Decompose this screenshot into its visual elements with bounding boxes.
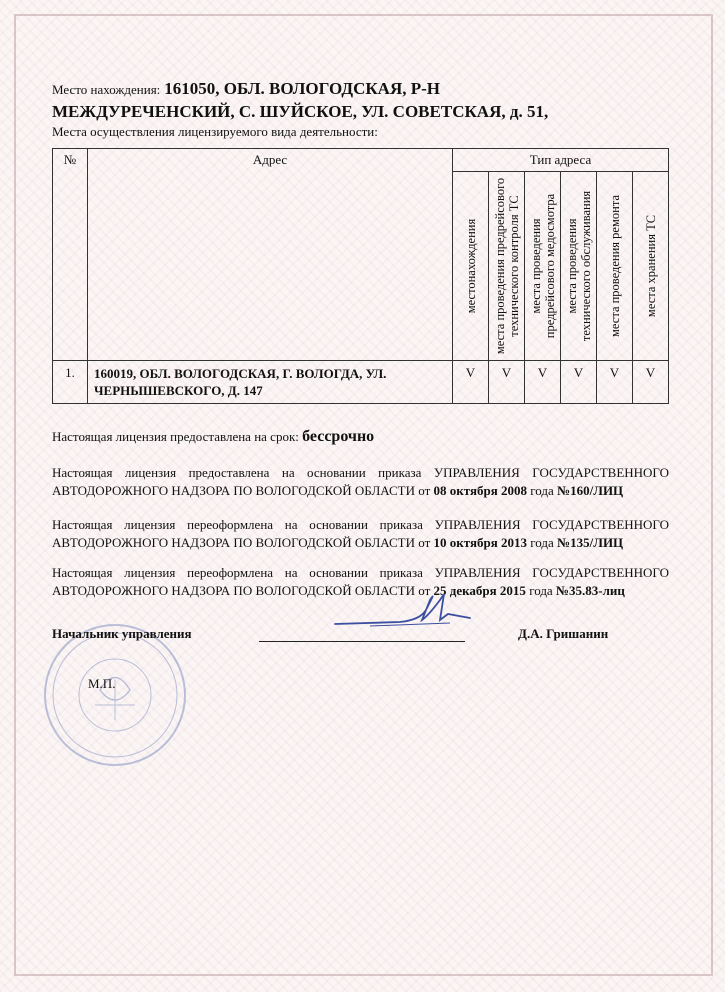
basis-number: №35.83-лиц [555, 583, 625, 598]
basis-paragraph: Настоящая лицензия переоформлена на основании приказа УПРАВЛЕНИЯ ГОСУДАРСТВЕННОГО АВТОДОРОЖНОГО НАДЗОРА ПО ВОЛОГОДСКОЙ ОБЛАСТИ от 25 декабря 2015 года №35.83-лиц [52, 565, 669, 598]
row-mark: V [453, 361, 489, 404]
row-mark: V [525, 361, 561, 404]
basis-number: №160/ЛИЦ [557, 483, 624, 498]
location-label: Место нахождения: [52, 82, 161, 97]
type-header: места проведения предрейсового технического контроля ТС [489, 172, 525, 361]
col-num-header: № [53, 149, 88, 361]
places-label: Места осуществления лицензируемого вида деятельности: [52, 124, 378, 139]
location-value-line1: 161050, ОБЛ. ВОЛОГОДСКАЯ, Р-Н [164, 79, 440, 98]
basis-paragraph: Настоящая лицензия предоставлена на основании приказа УПРАВЛЕНИЯ ГОСУДАРСТВЕННОГО АВТОДОРОЖНОГО НАДЗОРА ПО ВОЛОГОДСКОЙ ОБЛАСТИ от 08 октября 2008 года №160/ЛИЦ [52, 465, 669, 498]
signatory-title: Начальник управления [52, 626, 192, 641]
seal-label: М.П. [88, 676, 116, 691]
type-header: места проведения технического обслуживания [561, 172, 597, 361]
signatory-name: Д.А. Гришанин [518, 626, 609, 641]
type-header: места проведения предрейсового медосмотра [525, 172, 561, 361]
row-mark: V [597, 361, 633, 404]
type-header: местонахождения [453, 172, 489, 361]
signature-row [52, 624, 669, 654]
row-mark: V [633, 361, 669, 404]
basis-date: 25 декабря 2015 [433, 583, 526, 598]
type-header: места проведения ремонта [597, 172, 633, 361]
row-mark: V [561, 361, 597, 404]
basis-date: 10 октября 2013 [433, 535, 528, 550]
term-label: Настоящая лицензия предоставлена на срок: [52, 429, 299, 444]
location-block [52, 78, 672, 141]
type-header: места хранения ТС [633, 172, 669, 361]
table-row [53, 361, 669, 404]
row-mark: V [489, 361, 525, 404]
term-value: бессрочно [302, 428, 375, 445]
basis-paragraph: Настоящая лицензия переоформлена на основании приказа УПРАВЛЕНИЯ ГОСУДАРСТВЕННОГО АВТОДОРОЖНОГО НАДЗОРА ПО ВОЛОГОДСКОЙ ОБЛАСТИ от 10 октября 2013 года №135/ЛИЦ [52, 517, 669, 550]
term-line [52, 428, 669, 446]
location-value-line2: МЕЖДУРЕЧЕНСКИЙ, С. ШУЙСКОЕ, УЛ. СОВЕТСКАЯ, д. 51, [52, 102, 549, 121]
col-type-header: Тип адреса [453, 149, 669, 172]
signature-line [259, 641, 465, 642]
places-table [52, 148, 669, 404]
basis-number: №135/ЛИЦ [557, 535, 624, 550]
row-address: 160019, ОБЛ. ВОЛОГОДСКАЯ, Г. ВОЛОГДА, УЛ. ЧЕРНЫШЕВСКОГО, Д. 147 [88, 361, 453, 404]
col-address-header: Адрес [88, 149, 453, 361]
row-number: 1. [53, 361, 88, 404]
basis-date: 08 октября 2008 [433, 483, 528, 498]
